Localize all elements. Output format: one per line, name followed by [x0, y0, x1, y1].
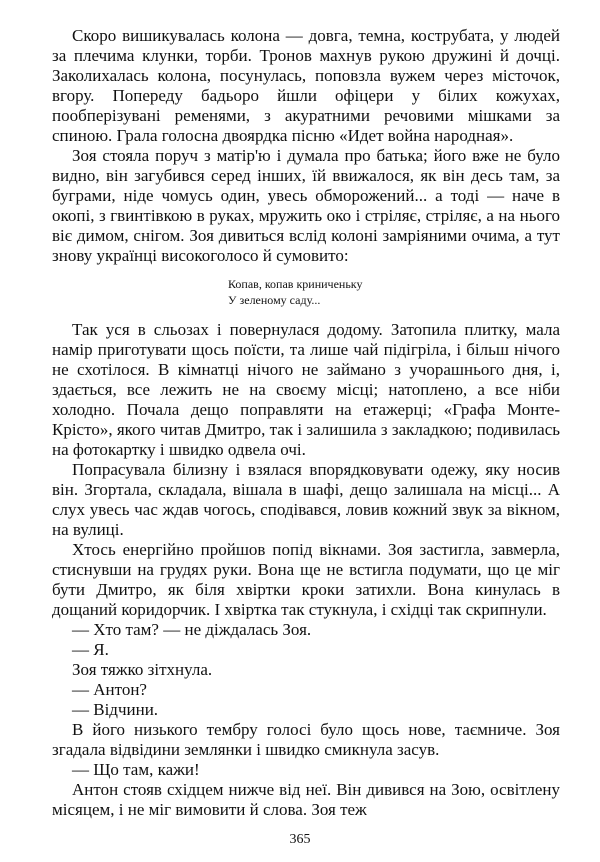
paragraph: Хтось енергійно пройшов попід вікнами. Зоя застигла, завмерла, стиснувши на грудях руки. Вона ще не встигла подумати, що це міг бути Дмитро, як біля хвіртки кроки затихли. Вона кинулась в дощаний коридорчик. І хвіртка так стукнула, і східці так скрипнули.: [52, 540, 560, 619]
paragraph: Так уся в сльозах і повернулася додому. Затопила плитку, мала намір приготувати щось поїсти, та лише чай підігріла, і більш нічого не схотілося. В кімнатці нічого не займано з учорашнього дня, і, здається, все лежить не на своєму місці; натоплено, а все ніби холодно. Почала дещо поправляти на етажерці; «Графа Монте-Крісто», якого читав Дмитро, так і залишила з закладкою; подивилась на фотокартку і швидко одвела очі.: [52, 320, 560, 459]
dialogue-line: — Хто там? — не діждалась Зоя.: [72, 620, 312, 639]
dialogue-line: Зоя тяжко зітхнула.: [72, 660, 213, 679]
verse-line: Копав, копав криниченьку: [228, 277, 363, 291]
dialogue-line: — Відчини.: [72, 700, 159, 719]
page-body: [52, 26, 560, 820]
paragraph: Скоро вишикувалась колона — довга, темна, кострубата, у людей за плечима клунки, торби. Тронов махнув рукою дружині й дочці. Заколихалась колона, посунулась, поповзла вужем через місточок, вгору. Попереду бадьоро йшли офіцери у білих кожухах, пообперізувані ременями, з акуратними речовими мішками за спиною. Грала голосна двоярдка пісню «Идет война народная».: [52, 26, 560, 145]
paragraph: Зоя стояла поруч з матір'ю і думала про батька; його вже не було видно, він загубився серед інших, їй ввижалося, як він десь там, за буграми, ніде чомусь один, увесь обморожений... а тоді — наче в окопі, з гвинтівкою в руках, мружить око і стріляє, стріляє, а на нього віє димом, снігом. Зоя дивиться вслід колоні замріяними очима, а тут знову українці високоголосо й сумовито:: [52, 146, 560, 265]
verse-quote: [52, 276, 560, 308]
dialogue-line: — Антон?: [72, 680, 147, 699]
page-number: 365: [289, 832, 311, 847]
paragraph: В його низького тембру голосі було щось нове, таємниче. Зоя згадала відвідини землянки і швидко смикнула засув.: [52, 720, 560, 759]
paragraph: Антон стояв східцем нижче від неї. Він дивився на Зою, освітлену місяцем, і не міг вимовити й слова. Зоя теж: [52, 780, 560, 819]
paragraph: Попрасувала білизну і взялася впорядковувати одежу, яку носив він. Згортала, складала, вішала в шафі, дещо залишала на місці... А слух увесь час ждав чогось, сподівався, ловив кожний звук за вікном, на вулиці.: [52, 460, 560, 539]
dialogue-line: — Що там, кажи!: [72, 760, 200, 779]
verse-line: У зеленому саду...: [228, 293, 321, 307]
dialogue-line: — Я.: [72, 640, 109, 659]
